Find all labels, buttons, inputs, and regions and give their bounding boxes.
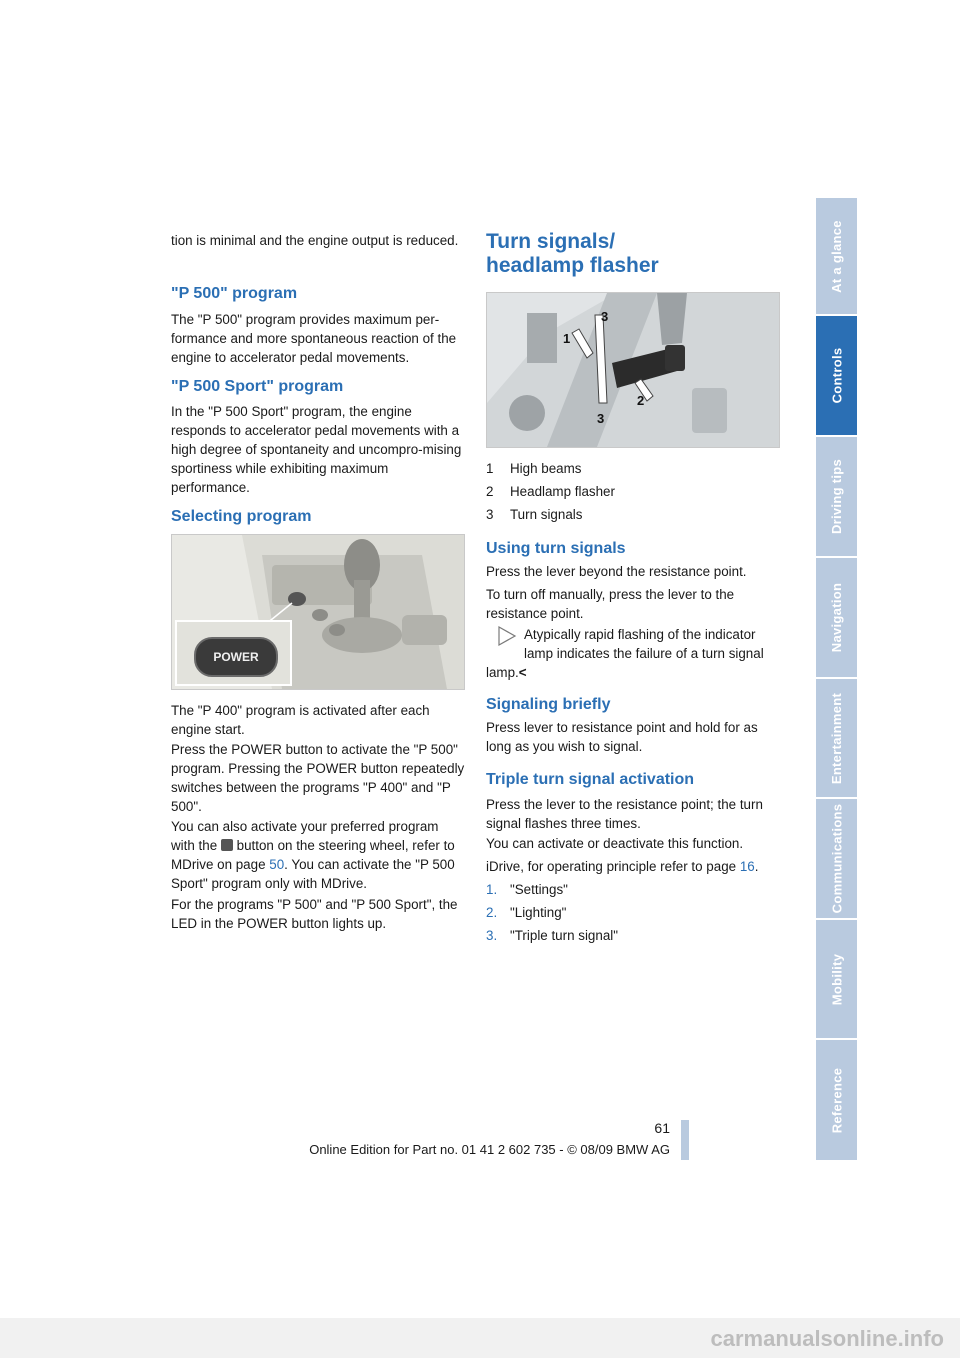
selecting-program-heading: Selecting program	[171, 508, 312, 525]
power-button-label: POWER	[213, 650, 259, 664]
step-item: 2. "Lighting"	[486, 905, 567, 920]
watermark-band	[0, 1318, 960, 1358]
callout-2: 2	[637, 393, 645, 408]
watermark-logo: carmanualsonline.info	[710, 1326, 944, 1351]
edition-footer: Online Edition for Part no. 01 41 2 602 735 - © 08/09 BMW AG	[309, 1142, 670, 1157]
paragraph-power-button: Press the POWER button to activate the "P 500" program. Pressing the POWER button repeatedly switches between the programs "P 400" and "P 500".	[171, 742, 465, 814]
mdrive-button-icon	[221, 839, 233, 851]
tab-controls[interactable]: Controls	[816, 316, 857, 435]
paragraph-led: For the programs "P 500" and "P 500 Sport", the LED in the POWER button lights up.	[171, 897, 458, 931]
page-number: 61	[654, 1120, 670, 1136]
p500-paragraph: The "P 500" program provides maximum per-formance and more spontaneous reaction of the engine to accelerator pedal movements.	[171, 312, 457, 365]
tab-driving-tips[interactable]: Driving tips	[816, 437, 857, 556]
legend-list	[486, 459, 780, 524]
using-turn-signals-heading: Using turn signals	[486, 540, 626, 557]
power-button-closeup	[194, 637, 278, 677]
page-50-link[interactable]: 50	[269, 857, 285, 872]
step-item: 1. "Settings"	[486, 882, 568, 897]
briefly-paragraph: Press lever to resistance point and hold for as long as you wish to signal.	[486, 720, 758, 754]
p500-heading: "P 500" program	[171, 285, 298, 302]
page-title-line1: Turn signals/	[486, 230, 616, 253]
tab-communications[interactable]: Communications	[816, 799, 857, 918]
using-paragraph-2: To turn off manually, press the lever to the resistance point.	[486, 587, 735, 621]
settings-steps	[486, 880, 780, 945]
mdrive-text-a: You can also activate your preferred program with the	[171, 819, 439, 853]
legend-item: 3 Turn signals	[486, 507, 583, 522]
footer-bar	[681, 1120, 689, 1160]
signaling-briefly-heading: Signaling briefly	[486, 696, 611, 713]
tab-reference[interactable]: Reference	[816, 1040, 857, 1160]
turn-signal-lever-image	[486, 292, 780, 448]
tab-entertainment[interactable]: Entertainment	[816, 679, 857, 797]
warning-note	[486, 625, 780, 682]
triple-paragraph-2: You can activate or deactivate this function.	[486, 836, 744, 851]
mdrive-text-c: . You can activate the "P 500 Sport" program only with MDrive.	[171, 857, 455, 891]
paragraph-p400: The "P 400" program is activated after each engine start.	[171, 703, 430, 737]
turn-signal-illustration	[487, 293, 779, 447]
note-triangle-icon	[496, 625, 518, 647]
gear-console-image	[171, 534, 465, 690]
p500sport-paragraph: In the "P 500 Sport" program, the engine responds to accelerator pedal movements with a high degree of spontaneity and uncompro-mising sportiness while exhibiting maximum performance.	[171, 404, 462, 495]
tab-at-a-glance[interactable]: At a glance	[816, 198, 857, 314]
tab-navigation[interactable]: Navigation	[816, 558, 857, 677]
mdrive-text-b: button on the steering wheel, refer to MDrive on page	[171, 838, 455, 872]
legend-item: 2 Headlamp flasher	[486, 484, 615, 499]
intro-paragraph: tion is minimal and the engine output is reduced.	[171, 233, 459, 248]
callout-3-top: 3	[601, 309, 609, 324]
triple-turn-signal-heading: Triple turn signal activation	[486, 771, 695, 788]
using-paragraph-1: Press the lever beyond the resistance point.	[486, 564, 747, 579]
tab-mobility[interactable]: Mobility	[816, 920, 857, 1038]
p500sport-heading: "P 500 Sport" program	[171, 378, 344, 395]
legend-item: 1 High beams	[486, 461, 582, 476]
callout-3-bottom: 3	[597, 411, 605, 426]
page-16-link[interactable]: 16	[739, 859, 755, 874]
triple-paragraph-3: iDrive, for operating principle refer to page 16.	[486, 859, 759, 874]
triple-paragraph-1: Press the lever to the resistance point; the turn signal flashes three times.	[486, 797, 763, 831]
step-item: 3. "Triple turn signal"	[486, 928, 618, 943]
note-text: Atypically rapid flashing of the indicator lamp indicates the failure of a turn signal	[524, 627, 764, 661]
page-title-line2: headlamp flasher	[486, 254, 659, 277]
note-end: lamp.<	[486, 665, 527, 680]
callout-1: 1	[563, 331, 571, 346]
paragraph-mdrive	[171, 817, 465, 893]
